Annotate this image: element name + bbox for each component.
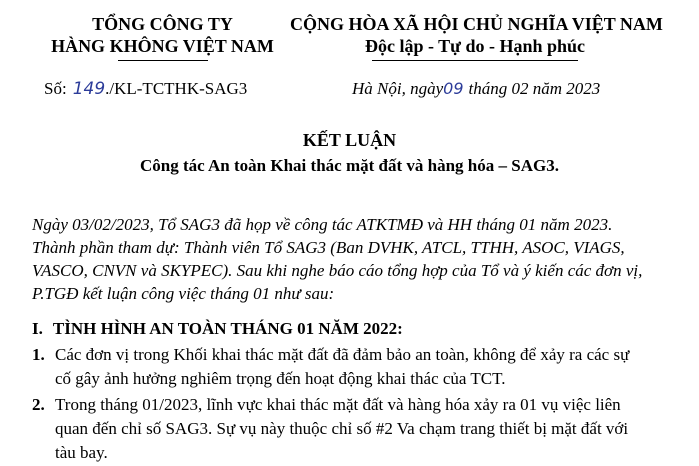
document-subtitle: Công tác An toàn Khai thác mặt đất và hàng hóa – SAG3. (140, 156, 559, 175)
handwritten-day: 09 (443, 79, 464, 98)
handwritten-reference-number: 149 (72, 79, 106, 99)
motto-underline (372, 60, 578, 61)
intro-line-2: Thành phần tham dự: Thành viên Tổ SAG3 (Ban DVHK, ATCL, TTHH, ASOC, VIAGS, (32, 238, 625, 257)
item-number-1: 1. (32, 345, 45, 364)
reference-suffix: ./KL-TCTHK-SAG3 (105, 79, 248, 98)
intro-line-3: VASCO, CNVN và SKYPEC). Sau khi nghe báo cáo tổng hợp của Tổ và ý kiến các đơn vị, (32, 261, 643, 280)
section-numeral: I. (32, 319, 43, 338)
national-motto: Độc lập - Tự do - Hạnh phúc (364, 36, 586, 56)
intro-line-1: Ngày 03/02/2023, Tổ SAG3 đã họp về công tác ATKTMĐ và HH tháng 01 năm 2023. (32, 215, 613, 234)
date-suffix: tháng 02 năm 2023 (468, 79, 601, 98)
section-title: TÌNH HÌNH AN TOÀN THÁNG 01 NĂM 2022: (52, 319, 403, 338)
section-heading (32, 319, 403, 339)
item-number-2: 2. (32, 395, 45, 414)
date-prefix: Hà Nội, ngày (352, 79, 444, 98)
reference-number (44, 79, 247, 99)
org-underline (118, 60, 208, 61)
national-title: CỘNG HÒA XÃ HỘI CHỦ NGHĨA VIỆT NAM (290, 14, 663, 34)
document-title: KẾT LUẬN (302, 130, 397, 150)
item-1-line-2: cố gây ảnh hưởng nghiêm trọng đến hoạt động khai thác của TCT. (55, 369, 506, 388)
item-2-line-2: quan đến chỉ số SAG3. Sự vụ này thuộc chỉ số #2 Va chạm trang thiết bị mặt đất với (55, 419, 629, 438)
item-2-line-3: tàu bay. (55, 443, 108, 462)
organization-name-line2: HÀNG KHÔNG VIỆT NAM (51, 36, 274, 56)
reference-prefix: Số: (44, 79, 67, 98)
intro-line-4: P.TGĐ kết luận công việc tháng 01 như sau: (32, 284, 335, 303)
organization-name: TỔNG CÔNG TY (92, 14, 233, 34)
item-2-line-1: Trong tháng 01/2023, lĩnh vực khai thác mặt đất và hàng hóa xảy ra 01 vụ việc liên (55, 395, 621, 414)
document-date (352, 79, 600, 99)
item-1-line-1: Các đơn vị trong Khối khai thác mặt đất đã đảm bảo an toàn, không để xảy ra các sự (55, 345, 630, 364)
